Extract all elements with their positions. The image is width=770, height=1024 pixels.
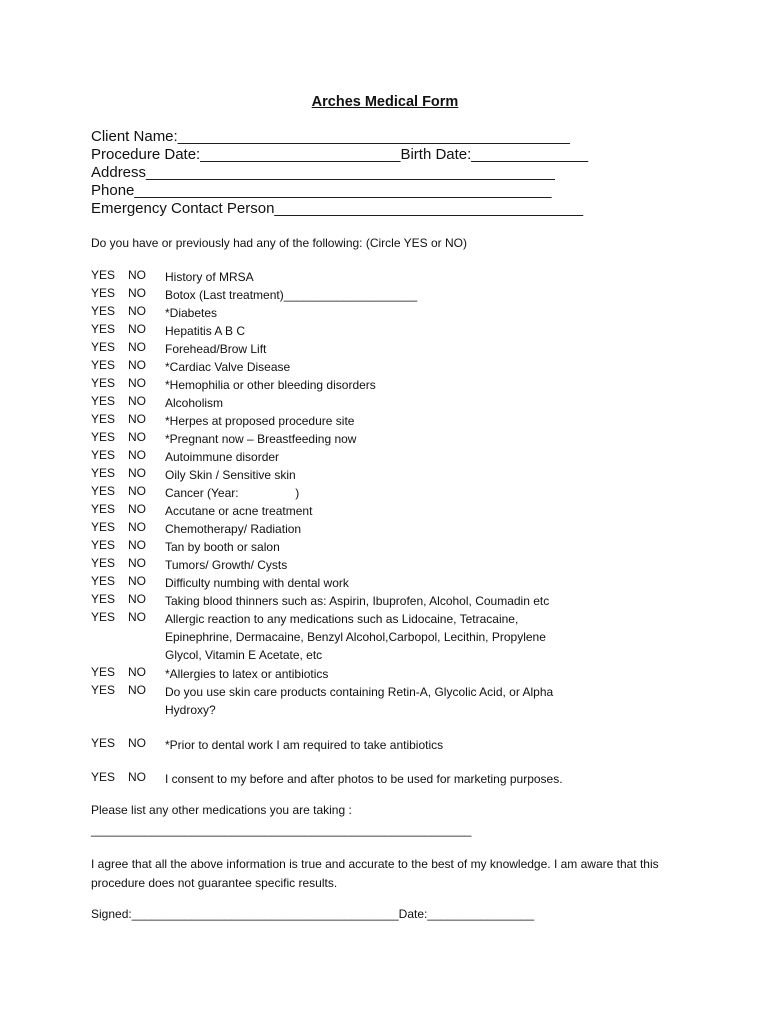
- condition-row: [0, 665, 770, 683]
- condition-label: Difficulty numbing with dental work: [165, 576, 349, 590]
- no-option[interactable]: NO: [128, 340, 146, 354]
- no-option[interactable]: NO: [128, 466, 146, 480]
- yes-option[interactable]: YES: [91, 448, 116, 462]
- condition-label: Taking blood thinners such as: Aspirin, Ibuprofen, Alcohol, Coumadin etc: [165, 594, 550, 608]
- yes-option[interactable]: YES: [91, 683, 116, 697]
- yes-option[interactable]: YES: [91, 358, 116, 372]
- yes-option[interactable]: YES: [91, 736, 116, 750]
- condition-label: Alcoholism: [165, 396, 224, 410]
- address-field[interactable]: Address_________________________________________________: [91, 164, 555, 181]
- no-option[interactable]: NO: [128, 322, 146, 336]
- yes-option[interactable]: YES: [91, 340, 116, 354]
- signature-date-line[interactable]: Signed:________________________________________Date:________________: [91, 907, 535, 921]
- condition-label: *Diabetes: [165, 306, 218, 320]
- yes-option[interactable]: YES: [91, 430, 116, 444]
- condition-label: *Pregnant now – Breastfeeding now: [165, 432, 357, 446]
- no-option[interactable]: NO: [128, 448, 146, 462]
- yes-option[interactable]: YES: [91, 665, 116, 679]
- condition-label: *Hemophilia or other bleeding disorders: [165, 378, 376, 392]
- no-option[interactable]: NO: [128, 736, 146, 750]
- condition-row: [0, 466, 770, 484]
- condition-label: *Herpes at proposed procedure site: [165, 414, 355, 428]
- no-option[interactable]: NO: [128, 412, 146, 426]
- condition-row: [0, 430, 770, 448]
- condition-row: [0, 304, 770, 322]
- yes-option[interactable]: YES: [91, 592, 116, 606]
- phone-field[interactable]: Phone__________________________________________________: [91, 182, 552, 199]
- condition-row: [0, 538, 770, 556]
- no-option[interactable]: NO: [128, 268, 146, 282]
- medications-prompt: Please list any other medications you are taking :: [91, 803, 352, 817]
- condition-label: Chemotherapy/ Radiation: [165, 522, 302, 536]
- condition-label: Do you use skin care products containing Retin-A, Glycolic Acid, or Alpha Hydroxy?: [165, 685, 554, 717]
- condition-label: *Cardiac Valve Disease: [165, 360, 291, 374]
- condition-row: [0, 556, 770, 574]
- condition-row: [0, 322, 770, 340]
- no-option[interactable]: NO: [128, 430, 146, 444]
- condition-row: [0, 592, 770, 610]
- condition-label: Autoimmune disorder: [165, 450, 280, 464]
- condition-row: [0, 502, 770, 520]
- no-option[interactable]: NO: [128, 484, 146, 498]
- no-option[interactable]: NO: [128, 770, 146, 784]
- no-option[interactable]: NO: [128, 304, 146, 318]
- condition-row: [0, 610, 770, 662]
- condition-label: Botox (Last treatment)____________________: [165, 288, 418, 302]
- no-option[interactable]: NO: [128, 538, 146, 552]
- condition-row: [0, 268, 770, 286]
- yes-option[interactable]: YES: [91, 502, 116, 516]
- no-option[interactable]: NO: [128, 556, 146, 570]
- yes-option[interactable]: YES: [91, 770, 116, 784]
- condition-label: *Allergies to latex or antibiotics: [165, 667, 329, 681]
- form-title: Arches Medical Form: [311, 94, 459, 110]
- condition-row: [0, 358, 770, 376]
- yes-option[interactable]: YES: [91, 376, 116, 390]
- no-option[interactable]: NO: [128, 574, 146, 588]
- condition-label: Forehead/Brow Lift: [165, 342, 267, 356]
- no-option[interactable]: NO: [128, 592, 146, 606]
- no-option[interactable]: NO: [128, 683, 146, 697]
- procedure-birth-date-field[interactable]: Procedure Date:________________________Birth Date:______________: [91, 146, 589, 163]
- condition-row: [0, 736, 770, 754]
- condition-label: Tumors/ Growth/ Cysts: [165, 558, 288, 572]
- no-option[interactable]: NO: [128, 286, 146, 300]
- condition-label: Tan by booth or salon: [165, 540, 280, 554]
- yes-option[interactable]: YES: [91, 322, 116, 336]
- no-option[interactable]: NO: [128, 502, 146, 516]
- questionnaire-intro: Do you have or previously had any of the following: (Circle YES or NO): [91, 236, 467, 250]
- condition-label: I consent to my before and after photos to be used for marketing purposes.: [165, 772, 563, 786]
- condition-row: [0, 448, 770, 466]
- condition-row: [0, 286, 770, 304]
- no-option[interactable]: NO: [128, 520, 146, 534]
- no-option[interactable]: NO: [128, 394, 146, 408]
- yes-option[interactable]: YES: [91, 466, 116, 480]
- no-option[interactable]: NO: [128, 358, 146, 372]
- yes-option[interactable]: YES: [91, 574, 116, 588]
- yes-option[interactable]: YES: [91, 304, 116, 318]
- no-option[interactable]: NO: [128, 665, 146, 679]
- yes-option[interactable]: YES: [91, 394, 116, 408]
- condition-label: Allergic reaction to any medications such as Lidocaine, Tetracaine, Epinephrine, Dermacaine, Benzyl Alcohol,Carbopol, Lecithin, Propylene Glycol, Vitamin E Acetate, etc: [165, 612, 546, 662]
- yes-option[interactable]: YES: [91, 286, 116, 300]
- yes-option[interactable]: YES: [91, 520, 116, 534]
- condition-label: Accutane or acne treatment: [165, 504, 313, 518]
- no-option[interactable]: NO: [128, 610, 146, 624]
- agreement-statement: I agree that all the above information is true and accurate to the best of my knowledge. I am aware that this procedure does not guarantee specific results.: [91, 857, 659, 890]
- client-name-field[interactable]: Client Name:_______________________________________________: [91, 128, 570, 145]
- condition-row: [0, 340, 770, 358]
- condition-label: Oily Skin / Sensitive skin: [165, 468, 296, 482]
- yes-option[interactable]: YES: [91, 484, 116, 498]
- emergency-contact-field[interactable]: Emergency Contact Person_____________________________________: [91, 200, 584, 217]
- condition-row: [0, 484, 770, 502]
- yes-option[interactable]: YES: [91, 610, 116, 624]
- yes-option[interactable]: YES: [91, 538, 116, 552]
- condition-label: History of MRSA: [165, 270, 254, 284]
- condition-row: [0, 683, 770, 717]
- yes-option[interactable]: YES: [91, 412, 116, 426]
- condition-label: Cancer (Year: ): [165, 486, 300, 500]
- condition-label: Hepatitis A B C: [165, 324, 246, 338]
- condition-label: *Prior to dental work I am required to take antibiotics: [165, 738, 444, 752]
- yes-option[interactable]: YES: [91, 556, 116, 570]
- medications-input-line[interactable]: _________________________________________________________: [91, 823, 472, 837]
- condition-row: [0, 574, 770, 592]
- yes-option[interactable]: YES: [91, 268, 116, 282]
- no-option[interactable]: NO: [128, 376, 146, 390]
- condition-row: [0, 412, 770, 430]
- condition-row: [0, 770, 770, 788]
- condition-row: [0, 520, 770, 538]
- condition-row: [0, 394, 770, 412]
- condition-row: [0, 376, 770, 394]
